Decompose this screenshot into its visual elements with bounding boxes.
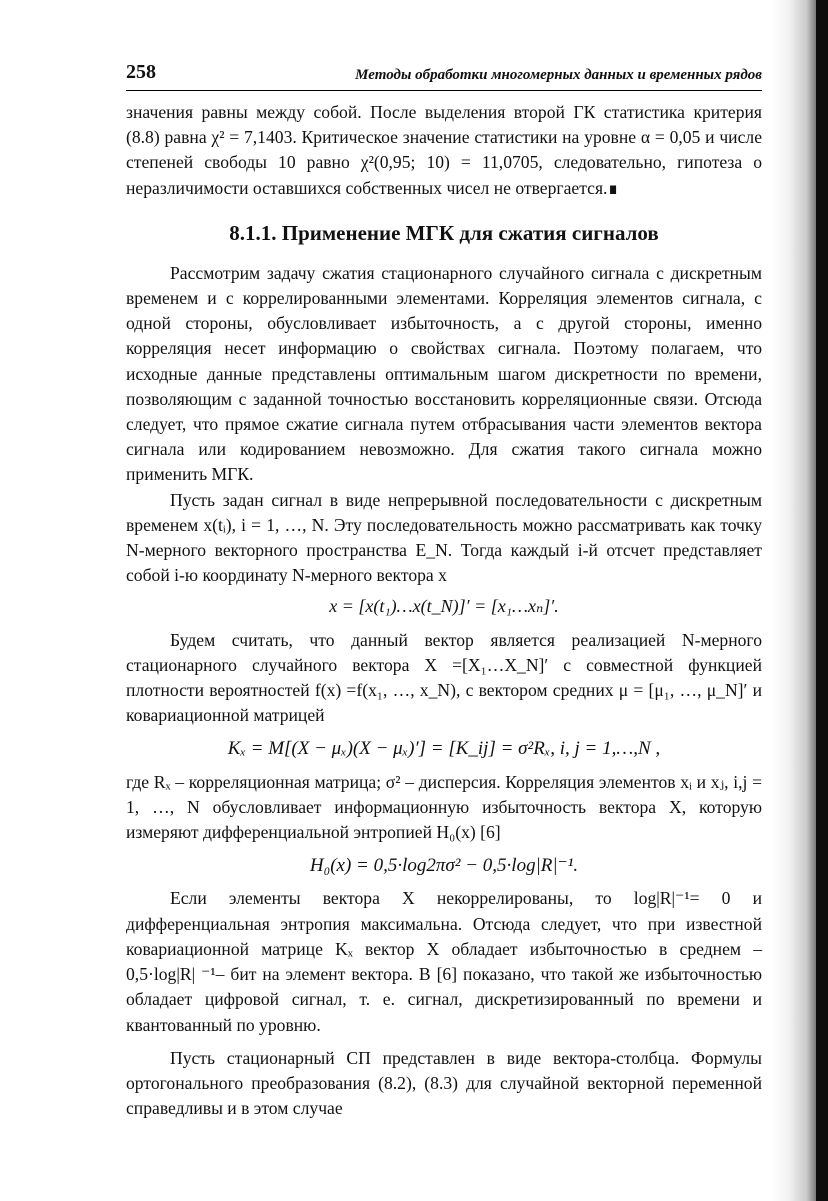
section-title: 8.1.1. Применение МГК для сжатия сигналов	[229, 220, 659, 245]
paragraph-random-vector: Будем считать, что данный вектор является реализацией N-мерного стационарного случайного вектора X =[X₁…X_N]′ с совместной функцией плотности вероятностей f(x) =f(x₁, …, x_N), с вектором средних μ = [μ₁, …, μ_N]′ и ковариационной матрицей	[126, 629, 762, 726]
paragraph-redundancy: Если элементы вектора X некоррелированы, то log|R|⁻¹= 0 и дифференциальная энтропия максимальна. Отсюда следует, что при известной ковариационной матрице Kₓ вектор X обладает избыточностью в среднем – 0,5·log|R| ⁻¹– бит на элемент вектора. В [6] показано, что такой же избыточностью обладает цифровой сигнал, т. е. сигнал, дискретизированный по времени и квантованный по уровню.	[126, 888, 762, 1035]
document-page	[126, 60, 762, 1121]
formula-entropy: H₀(x) = 0,5·log2πσ² − 0,5·log|R|⁻¹.	[309, 855, 579, 877]
paragraph-signal-definition: Пусть задан сигнал в виде непрерывной последовательности с дискретным временем x(tᵢ), i = 1, …, N. Эту последовательность можно рассматривать как точку N-мерного векторного пространства E_N. Тогда каждый i-й отсчет представляет собой i-ю координату N-мерного вектора x	[126, 489, 762, 586]
paragraph-correlation: где Rₓ – корреляционная матрица; σ² – дисперсия. Корреляция элементов xᵢ и xⱼ, i,j = 1, …, N обусловливает информационную избыточность вектора X, которую измеряют дифференциальной энтропией H₀(x) [6]	[126, 771, 762, 843]
page-header	[126, 60, 762, 91]
paragraph-continuation: значения равны между собой. После выделения второй ГК статистика критерия (8.8) равна χ² = 7,1403. Критическое значение статистики на уровне α = 0,05 и числе степеней свободы 10 равно χ²(0,95; 10) = 11,0705, следовательно, гипотеза о неразличимости оставшихся собственных чисел не отвергается.∎	[126, 102, 762, 198]
page-number: 258	[126, 61, 156, 83]
paragraph-intro: Рассмотрим задачу сжатия стационарного случайного сигнала с дискретным временем и с коррелированными элементами. Корреляция элементов сигнала, с одной стороны, обусловливает избыточность, а с другой стороны, именно корреляция несет информацию о свойствах сигнала. Поэтому полагаем, что исходные данные представлены оптимальным шагом дискретности по времени, позволяющим с заданной точностью восстановить корреляционные связи. Отсюда следует, что прямое сжатие сигнала путем отбрасывания части элементов вектора сигнала или кодированием невозможно. Для сжатия такого сигнала можно применить МГК.	[126, 262, 762, 485]
formula-vector-x: x = [x(t₁)…x(t_N)]′ = [x₁…xₙ]′.	[329, 596, 559, 617]
running-title: Методы обработки многомерных данных и временных рядов	[355, 67, 762, 83]
paragraph-orthogonal-transform: Пусть стационарный СП представлен в виде вектора-столбца. Формулы ортогонального преобразования (8.2), (8.3) для случайной векторной переменной справедливы и в этом случае	[126, 1047, 762, 1119]
book-spine-edge	[816, 0, 828, 1201]
formula-covariance: Kₓ = M[(X − μₓ)(X − μₓ)′] = [K_ij] = σ²Rₓ, i, j = 1,…,N ,	[227, 738, 661, 760]
